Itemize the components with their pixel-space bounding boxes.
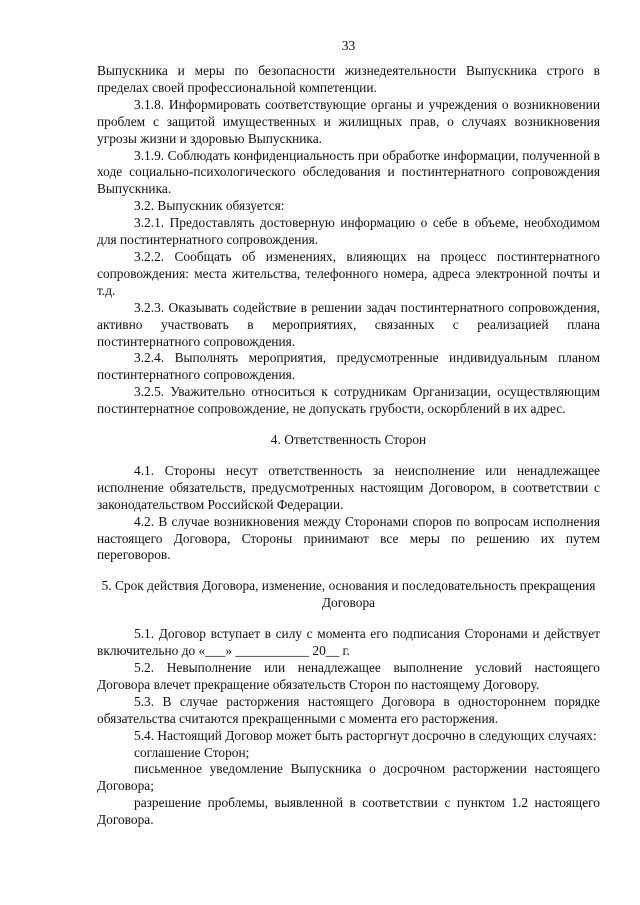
section-heading-5: 5. Срок действия Договора, изменение, основания и последовательность прекращения Договора (101, 578, 596, 611)
paragraph-3-1-8: 3.1.8. Информировать соответствующие органы и учреждения о возникновении проблем с защитой имущественных и жилищных прав, о случаях возникновения угрозы жизни и здоровью Выпускника. (97, 96, 600, 146)
paragraph-4-2: 4.2. В случае возникновения между Сторонами споров по вопросам исполнения настоящего Договора, Стороны принимают все меры по решению их путем переговоров. (97, 513, 600, 563)
paragraph-5-2: 5.2. Невыполнение или ненадлежащее выполнение условий настоящего Договора влечет прекращение обязательств Сторон по настоящему Договору. (97, 660, 600, 692)
paragraph-3-2-2: 3.2.2. Сообщать об изменениях, влияющих на процесс постинтернатного сопровождения: места жительства, телефонного номера, адреса электронной почты и т.д. (97, 248, 600, 298)
paragraph-3-2-3: 3.2.3. Оказывать содействие в решении задач постинтернатного сопровождения, активно участвовать в мероприятиях, связанных с реализацией плана постинтернатного сопровождения. (97, 299, 600, 349)
list-item: письменное уведомление Выпускника о досрочном расторжении настоящего Договора; (97, 761, 600, 794)
list-item: разрешение проблемы, выявленной в соответствии с пунктом 1.2 настоящего Договора. (97, 795, 600, 828)
paragraph-3-2-1: 3.2.1. Предоставлять достоверную информацию о себе в объеме, необходимом для постинтернатного сопровождения. (97, 215, 600, 248)
section-heading-4: 4. Ответственность Сторон (270, 432, 427, 448)
paragraph-3-1-9: 3.1.9. Соблюдать конфиденциальность при обработке информации, полученной в ходе социально-психологического обследования и постинтернатного сопровождения Выпускника. (97, 147, 600, 197)
paragraph-3-2: 3.2. Выпускник обязуется: (134, 198, 285, 214)
paragraph-3-2-5: 3.2.5. Уважительно относиться к сотрудникам Организации, осуществляющим постинтернатное сопровождение, не допускать грубости, оскорблений в их адрес. (97, 384, 600, 417)
paragraph: Выпускника и меры по безопасности жизнедеятельности Выпускника строго в пределах своей профессиональной компетенции. (97, 63, 600, 95)
paragraph-5-4: 5.4. Настоящий Договор может быть расторгнут досрочно в следующих случаях: (134, 727, 597, 743)
paragraph-4-1: 4.1. Стороны несут ответственность за неисполнение или ненадлежащее исполнение обязательств, предусмотренных настоящим Договором, в соответствии с законодательством Российской Федерации. (97, 462, 600, 512)
list-item: соглашение Сторон; (134, 744, 250, 760)
paragraph-5-3: 5.3. В случае расторжения настоящего Договора в одностороннем порядке обязательства считаются прекращенными с момента его расторжения. (97, 693, 600, 726)
paragraph-3-2-4: 3.2.4. Выполнять мероприятия, предусмотренные индивидуальным планом постинтернатного сопровождения. (97, 350, 600, 383)
paragraph-5-1: 5.1. Договор вступает в силу с момента его подписания Сторонами и действует включительно до «___» ___________ 20__ г. (97, 626, 600, 659)
page-number: 33 (341, 38, 356, 53)
